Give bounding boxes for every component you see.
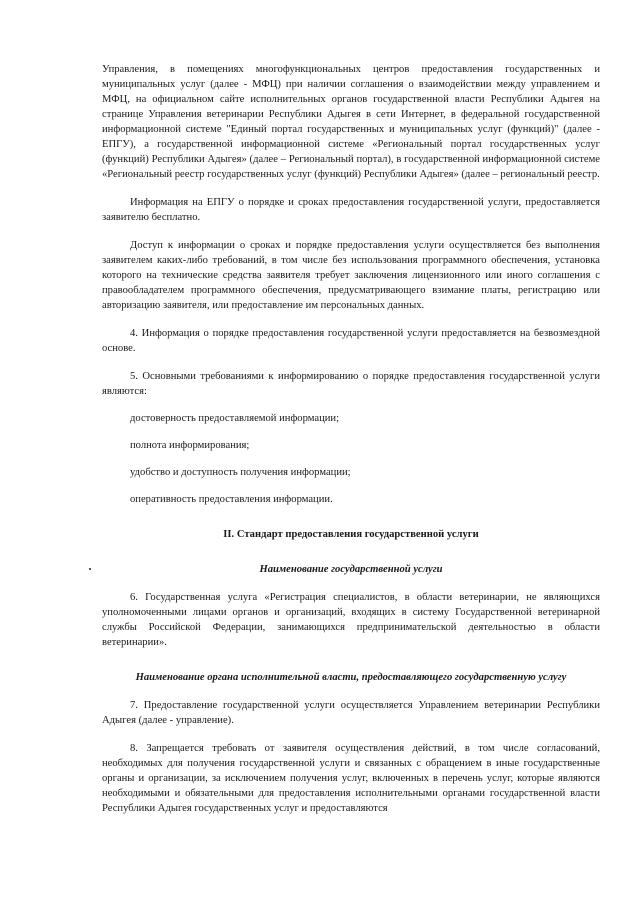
subsection-title-service-name: Наименование государственной услуги [259,564,443,575]
section-title: II. Стандарт предоставления государственной услуги [223,529,479,540]
list-item: достоверность предоставляемой информации; [130,413,340,424]
paragraph-8: 8. Запрещается требовать от заявителя осуществления действий, в том числе согласований, необходимых для получения государственной услуги и связанных с обращением в иные государственные органы и организации, за исключением получения услуг, включенных в перечень услуг, которые являются необходимыми и обязательными для предоставления исполнительными органами государственной власти Республики Адыгея государственных услуг и предоставляются [102,743,600,814]
paragraph-7: 7. Предоставление государственной услуги осуществляется Управлением ветеринарии Республики Адыгея (далее - управление). [102,700,600,726]
scan-speck [89,568,91,570]
list-item: полнота информирования; [130,440,250,451]
paragraph-3: Доступ к информации о сроках и порядке предоставления услуги осуществляется без выполнения заявителем каких-либо требований, в том числе без использования программного обеспечения, установка которого на технические средства заявителя требует заключения лицензионного или иного соглашения с правообладателем программного обеспечения, предусматривающего взимание платы, регистрацию или авторизацию заявителя, или предоставление им персональных данных. [102,240,600,311]
list-item: удобство и доступность получения информации; [130,467,351,478]
paragraph-1: Управления, в помещениях многофункциональных центров предоставления государственных и муниципальных услуг (далее - МФЦ) при наличии соглашения о взаимодействии между управлением и МФЦ, на официальном сайте исполнительных органов государственной власти Республики Адыгея на странице Управления ветеринарии Республики Адыгея в сети Интернет, в федеральной государственной информационной системе "Единый портал государственных и муниципальных услуг (функций)" (далее - ЕПГУ), а государственной информационной системе «Региональный портал государственных услуг (функций) Республики Адыгея» (далее – Региональный портал), в государственной информационной системе «Региональный реестр государственных услуг (функций) Республики Адыгея» (далее – региональный реестр. [102,64,600,180]
paragraph-5: 5. Основными требованиями к информированию о порядке предоставления государственной услуги являются: [102,371,600,397]
subsection-title-authority: Наименование органа исполнительной власти, предоставляющего государственную услугу [135,672,567,683]
paragraph-2: Информация на ЕПГУ о порядке и сроках предоставления государственной услуги, предоставляется заявителю бесплатно. [102,197,600,223]
list-item: оперативность предоставления информации. [130,494,333,505]
paragraph-6: 6. Государственная услуга «Регистрация специалистов, в области ветеринарии, не являющихся уполномоченными лицами органов и организаций, входящих в систему Государственной ветеринарной службы Российской Федерации, занимающихся предпринимательской деятельностью в области ветеринарии». [102,592,600,648]
paragraph-4: 4. Информация о порядке предоставления государственной услуги предоставляется на безвозмездной основе. [102,328,600,354]
